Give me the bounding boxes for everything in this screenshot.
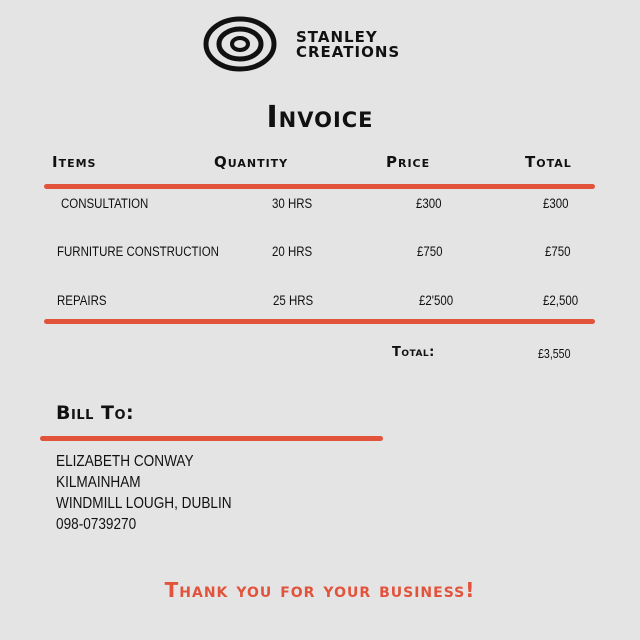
bill-to-rule: [40, 436, 383, 441]
header-items: Items: [52, 153, 97, 171]
row-2-price: £750: [417, 244, 443, 259]
bill-to-address-1: KILMAINHAM: [56, 474, 141, 491]
table-top-rule: [44, 184, 595, 189]
total-label: Total:: [392, 345, 435, 360]
row-3-quantity: 25 HRS: [273, 293, 314, 308]
row-1-price: £300: [416, 196, 442, 211]
row-3-total: £2,500: [543, 293, 579, 308]
row-3-item: REPAIRS: [57, 293, 107, 308]
row-1-total: £300: [543, 196, 569, 211]
header-price: Price: [386, 153, 431, 171]
total-value: £3,550: [538, 347, 571, 361]
concentric-circles-icon: [202, 16, 282, 72]
row-2-item: FURNITURE CONSTRUCTION: [57, 244, 219, 259]
bill-to-name: ELIZABETH CONWAY: [56, 453, 194, 470]
thank-you-message: Thank you for your business!: [164, 578, 476, 602]
brand-name: [296, 30, 400, 60]
header-total: Total: [525, 153, 572, 171]
row-1-quantity: 30 HRS: [272, 196, 313, 211]
bill-to-heading: Bill To:: [56, 402, 135, 424]
page-title: Invoice: [266, 100, 374, 135]
row-2-quantity: 20 HRS: [272, 244, 313, 259]
bill-to-address-2: WINDMILL LOUGH, DUBLIN: [56, 495, 232, 512]
row-2-total: £750: [545, 244, 571, 259]
row-3-price: £2'500: [419, 293, 454, 308]
row-1-item: CONSULTATION: [61, 196, 149, 211]
bill-to-phone: 098-0739270: [56, 516, 137, 533]
header-quantity: Quantity: [214, 153, 289, 171]
table-bottom-rule: [44, 319, 595, 324]
brand-line-2: CREATIONS: [296, 43, 401, 61]
brand-line-1: STANLEY: [296, 28, 378, 46]
